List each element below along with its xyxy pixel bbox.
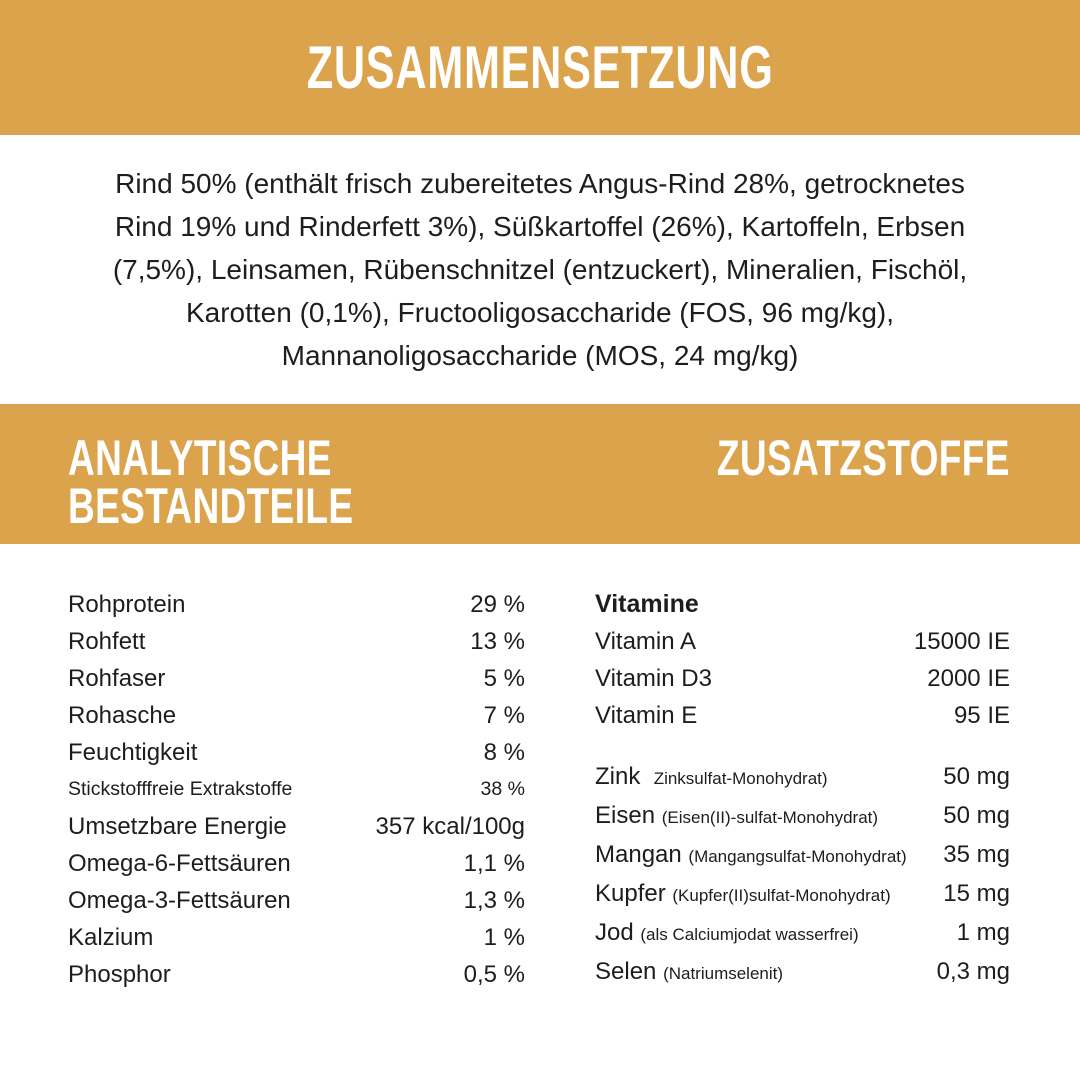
row-note: (Natriumselenit) <box>663 964 784 983</box>
row-value: 35 mg <box>943 841 1010 868</box>
row-label: Vitamin D3 <box>595 665 712 692</box>
minerals-group <box>595 758 1010 992</box>
row-label: Selen <box>595 958 657 985</box>
row-value: 8 % <box>483 739 525 766</box>
table-row <box>595 697 1010 734</box>
table-row <box>68 845 525 882</box>
row-label: Rohasche <box>68 702 177 729</box>
row-note: (Eisen(II)-sulfat-Monohydrat) <box>661 808 879 827</box>
additives-table <box>595 586 1010 993</box>
table-row <box>595 914 1010 953</box>
row-value: 13 % <box>470 628 525 655</box>
row-value: 1,3 % <box>463 887 525 914</box>
table-row <box>68 882 525 919</box>
additives-section-title: ZUSATZSTOFFE <box>717 430 1010 486</box>
row-value: 1 mg <box>956 919 1010 946</box>
table-row <box>68 586 525 623</box>
row-value: 15000 IE <box>913 628 1010 655</box>
row-value: 5 % <box>483 665 525 692</box>
row-label: Rohfaser <box>68 665 166 692</box>
row-value: 15 mg <box>943 880 1010 907</box>
table-row <box>68 808 525 845</box>
table-row <box>68 771 525 808</box>
row-label: Vitamin A <box>595 628 696 655</box>
vitamins-group <box>595 586 1010 734</box>
row-label: Mangan <box>595 841 682 868</box>
row-label: Kupfer <box>595 880 666 907</box>
composition-section <box>0 135 1080 404</box>
row-label: Eisen <box>595 802 656 829</box>
table-row <box>68 734 525 771</box>
vitamins-header: Vitamine <box>595 590 699 618</box>
table-row <box>595 953 1010 992</box>
row-value: 29 % <box>470 591 525 618</box>
table-row <box>595 797 1010 836</box>
table-row <box>68 660 525 697</box>
composition-title: ZUSAMMENSETZUNG <box>306 34 774 101</box>
row-label: Rohfett <box>68 628 146 655</box>
table-row <box>68 956 525 993</box>
row-label: Omega-3-Fettsäuren <box>68 887 291 914</box>
row-note: (Mangangsulfat-Monohydrat) <box>688 847 907 866</box>
row-label: Vitamin E <box>595 702 698 729</box>
row-value: 50 mg <box>943 802 1010 829</box>
row-label: Phosphor <box>68 961 171 988</box>
table-row <box>595 623 1010 660</box>
data-columns <box>0 544 1080 993</box>
analytical-table <box>68 586 525 993</box>
row-value: 7 % <box>483 702 525 729</box>
row-label: Omega-6-Fettsäuren <box>68 850 291 877</box>
table-row <box>595 875 1010 914</box>
table-row <box>595 836 1010 875</box>
row-label: Umsetzbare Energie <box>68 813 287 840</box>
table-row <box>68 623 525 660</box>
row-value: 1 % <box>483 924 525 951</box>
row-label: Zink <box>595 763 641 790</box>
composition-header-band <box>0 0 1080 135</box>
row-note: Zinksulfat-Monohydrat) <box>653 769 828 788</box>
table-row <box>68 919 525 956</box>
row-value: 357 kcal/100g <box>375 813 525 840</box>
table-row <box>595 660 1010 697</box>
analytical-section-title: ANALYTISCHE BESTANDTEILE <box>68 430 354 534</box>
table-row <box>595 758 1010 797</box>
row-note: (als Calciumjodat wasserfrei) <box>640 925 859 944</box>
row-value: 2000 IE <box>927 665 1010 692</box>
row-value: 0,3 mg <box>936 958 1010 985</box>
row-value: 95 IE <box>953 702 1010 729</box>
row-label: Rohprotein <box>68 591 186 618</box>
row-value: 1,1 % <box>463 850 525 877</box>
row-value: 38 % <box>480 778 525 800</box>
row-value: 50 mg <box>943 763 1010 790</box>
row-label: Feuchtigkeit <box>68 739 198 766</box>
section-title-band <box>0 404 1080 544</box>
composition-text: Rind 50% (enthält frisch zubereitetes Angus-Rind 28%, getrocknetes Rind 19% und Rinderfett 3%), Süßkartoffel (26%), Kartoffeln, Erbsen (7,5%), Leinsamen, Rübenschnitzel (entzuckert), Mineralien, Fischöl, Karotten (0,1%), Fructooligosaccharide (FOS, 96 mg/kg), Mannanoligosaccharide (MOS, 24 mg/kg) <box>112 168 968 371</box>
row-label: Kalzium <box>68 924 154 951</box>
row-label: Jod <box>595 919 634 946</box>
table-row <box>68 697 525 734</box>
row-label: Stickstofffreie Extrakstoffe <box>68 778 293 800</box>
row-value: 0,5 % <box>463 961 525 988</box>
row-note: (Kupfer(II)sulfat-Monohydrat) <box>672 886 891 905</box>
